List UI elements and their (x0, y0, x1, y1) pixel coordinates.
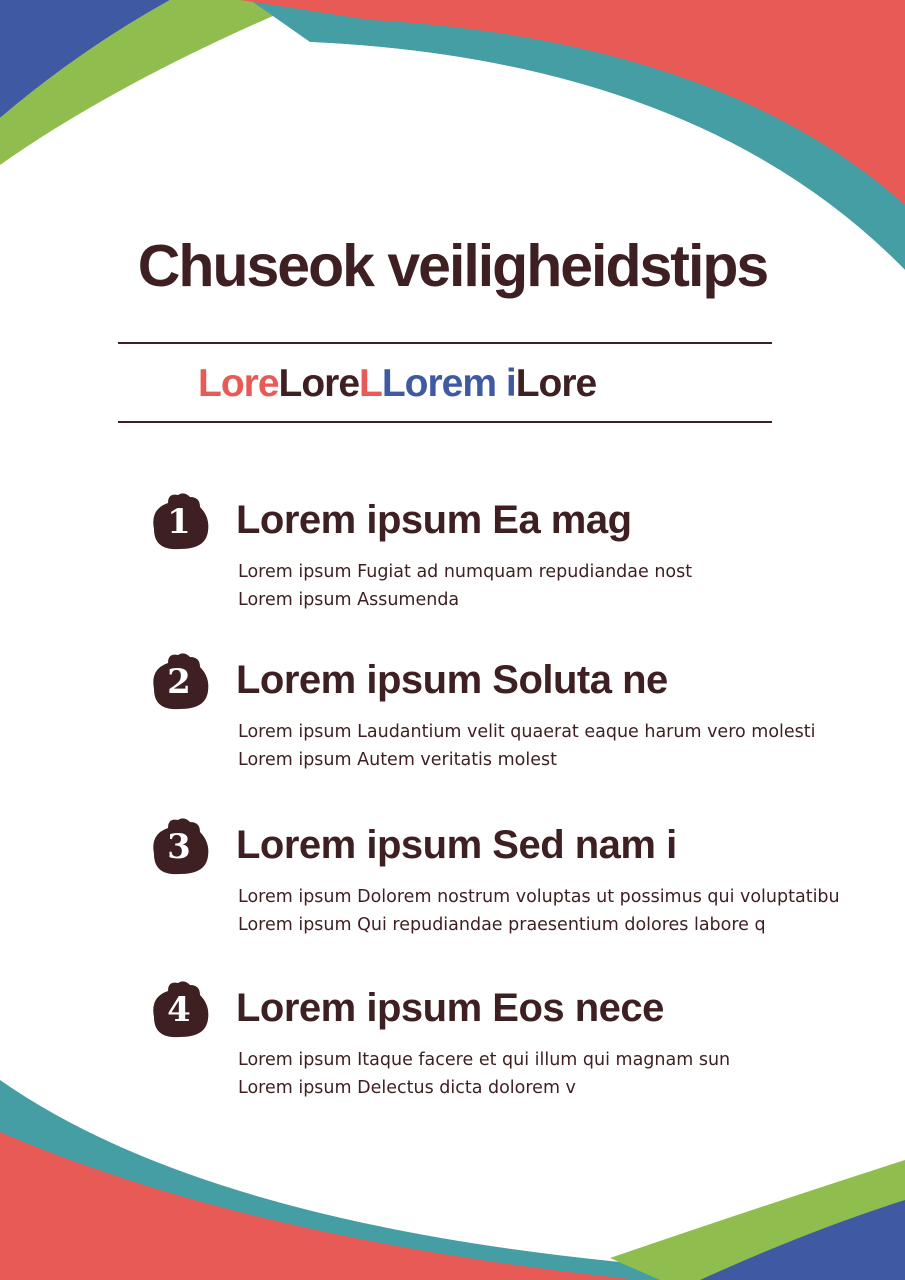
subtitle-segment: Lorem (381, 362, 506, 405)
subtitle (198, 358, 596, 410)
number-badge (146, 814, 212, 880)
subtitle-segment: Lore (198, 362, 279, 405)
page-title: Chuseok veiligheidstips (137, 233, 768, 299)
tip-text-line: Lorem ipsum Fugiat ad numquam repudiandae nost (238, 562, 693, 582)
tip-heading: Lorem ipsum Soluta ne (236, 658, 668, 702)
tip-number: 1 (167, 502, 191, 542)
bottom-divider (118, 421, 772, 423)
tip-text-line: Lorem ipsum Laudantium velit quaerat eaque harum vero molesti (238, 722, 816, 742)
subtitle-segment: Lore (515, 362, 597, 405)
subtitle-segment: L (359, 362, 382, 405)
tip-text-line: Lorem ipsum Itaque facere et qui illum qui magnam sun (238, 1050, 731, 1070)
tip-number: 3 (167, 827, 191, 867)
tip-text-line: Lorem ipsum Qui repudiandae praesentium dolores labore q (238, 915, 766, 935)
tip-number: 2 (167, 662, 191, 702)
subtitle-segment: i (505, 362, 516, 405)
tip-heading: Lorem ipsum Sed nam i (236, 823, 677, 867)
tip-text-line: Lorem ipsum Autem veritatis molest (238, 750, 557, 770)
number-badge (146, 489, 212, 555)
number-badge (146, 977, 212, 1043)
tip-text-line: Lorem ipsum Dolorem nostrum voluptas ut possimus qui voluptatibu (238, 887, 840, 907)
tip-text-line: Lorem ipsum Delectus dicta dolorem v (238, 1078, 576, 1098)
number-badge (146, 649, 212, 715)
subtitle-segment: Lore (278, 362, 360, 405)
tip-heading: Lorem ipsum Ea mag (236, 498, 632, 542)
top-divider (118, 342, 772, 344)
tip-heading: Lorem ipsum Eos nece (236, 986, 664, 1030)
tip-number: 4 (167, 990, 191, 1030)
tip-text-line: Lorem ipsum Assumenda (238, 590, 460, 610)
